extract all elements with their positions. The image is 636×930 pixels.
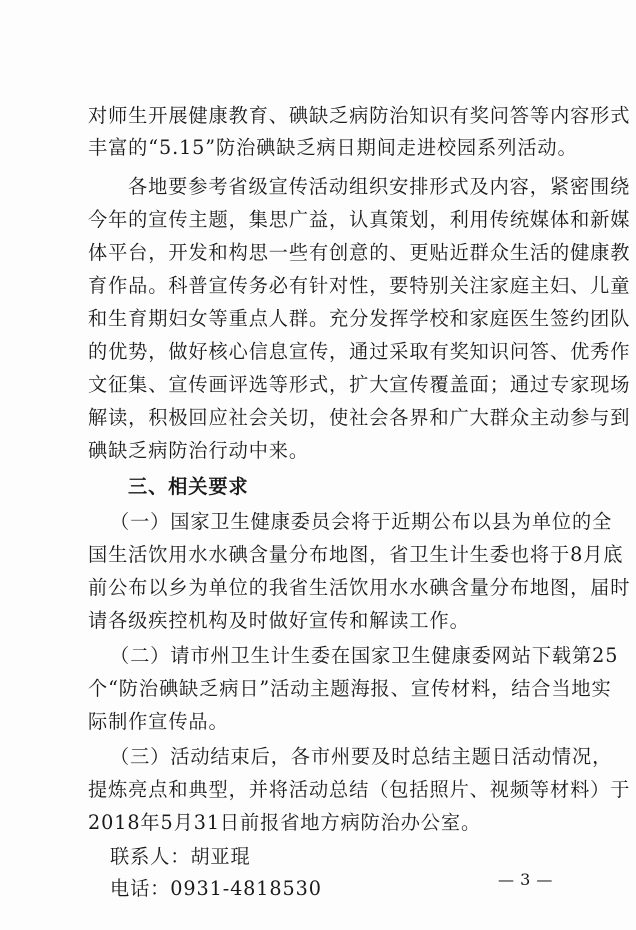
body-line-22: 2018年5月31日前报省地方病防治办公室。	[88, 811, 482, 834]
body-line-16: 请各级疾控机构及时做好宣传和解读工作。	[88, 609, 470, 632]
page-number: — 3 —	[498, 870, 553, 889]
body-line-18: 个“防治碘缺乏病日”活动主题海报、宣传材料，结合当地实	[88, 677, 612, 700]
body-line-8: 的优势，做好核心信息宣传，通过采取有奖知识问答、优秀作	[88, 340, 631, 363]
body-line-7: 和生育期妇女等重点人群。充分发挥学校和家庭医生签约团队	[88, 307, 631, 330]
body-line-5: 体平台，开发和构思一些有创意的、更贴近群众生活的健康教	[88, 241, 631, 264]
section-heading: 三、相关要求	[128, 475, 249, 498]
body-line-10: 解读，积极回应社会关切，使社会各界和广大群众主动参与到	[88, 406, 631, 429]
body-line-1: 对师生开展健康教育、碘缺乏病防治知识有奖问答等内容形式	[88, 104, 631, 127]
body-line-2: 丰富的“5.15”防治碘缺乏病日期间走进校园系列活动。	[88, 136, 578, 159]
body-line-19: 际制作宣传品。	[88, 710, 229, 733]
body-line-11: 碘缺乏病防治行动中来。	[88, 439, 309, 462]
body-line-3: 各地要参考省级宣传活动组织安排形式及内容，紧密围绕	[128, 175, 631, 198]
body-line-17: （二）请市州卫生计生委在国家卫生健康委网站下载第25	[110, 644, 619, 667]
body-line-20: （三）活动结束后，各市州要及时总结主题日活动情况，	[110, 745, 613, 768]
body-line-15: 前公布以乡为单位的我省生活饮用水水碘含量分布地图，届时	[88, 576, 631, 599]
body-line-4: 今年的宣传主题，集思广益，认真策划，利用传统媒体和新媒	[88, 208, 631, 231]
body-line-14: 国生活饮用水水碘含量分布地图，省卫生计生委也将于8月底	[88, 543, 624, 566]
contact-person: 联系人：胡亚琨	[110, 845, 251, 868]
body-line-6: 育作品。科普宣传务必有针对性，要特别关注家庭主妇、儿童	[88, 274, 631, 297]
contact-phone: 电话：0931-4818530	[110, 877, 322, 900]
body-line-13: （一）国家卫生健康委员会将于近期公布以县为单位的全	[110, 510, 613, 533]
body-line-21: 提炼亮点和典型，并将活动总结（包括照片、视频等材料）于	[88, 778, 631, 801]
body-line-9: 文征集、宣传画评选等形式，扩大宣传覆盖面；通过专家现场	[88, 373, 631, 396]
